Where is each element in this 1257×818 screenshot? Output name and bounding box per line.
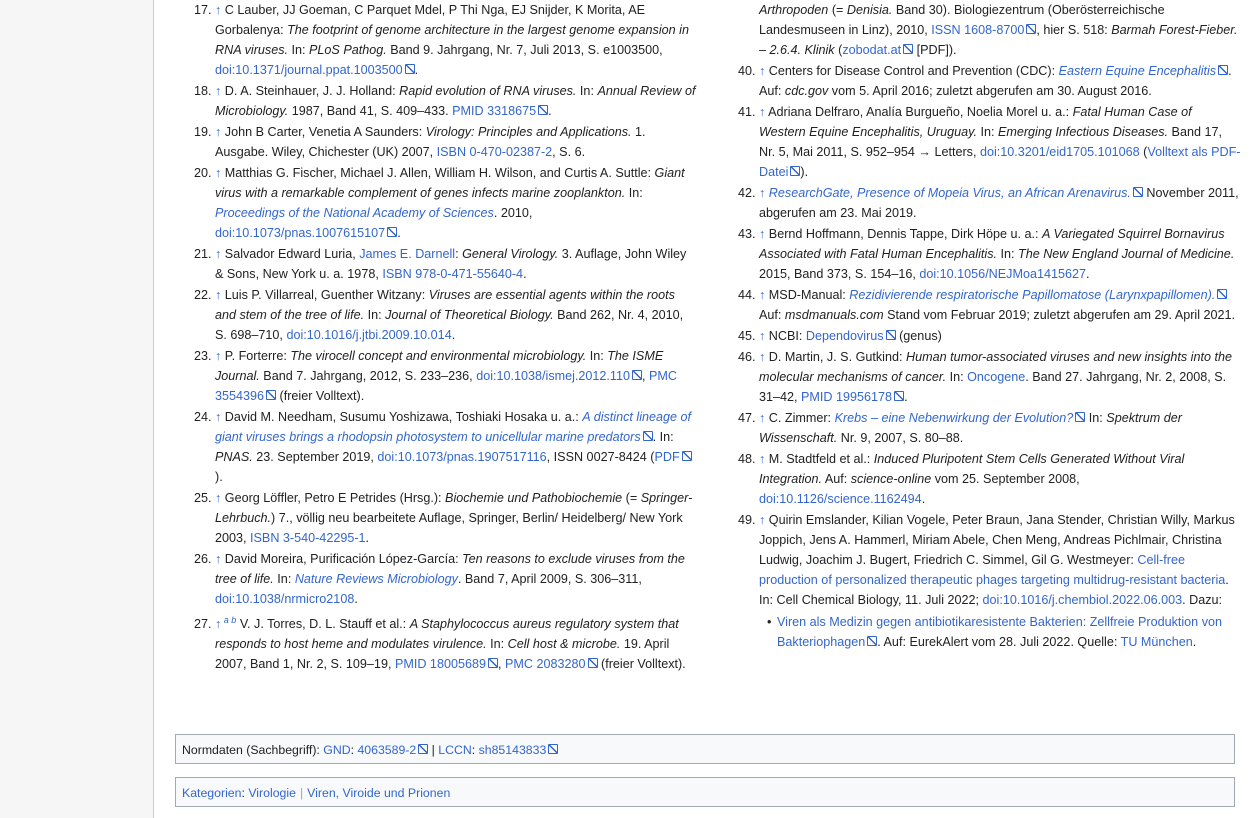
reference-item bbox=[759, 183, 1241, 223]
citation-title: A Staphylococcus aureus regulatory system that responds to host heme and modulates virulence. bbox=[215, 617, 679, 652]
reference-sub-item bbox=[777, 612, 1241, 652]
backlink-arrow[interactable]: ↑ bbox=[215, 125, 222, 139]
citation-link[interactable]: ISBN 3-540-42295-1 bbox=[250, 531, 366, 545]
backlink-arrow[interactable]: ↑ bbox=[759, 452, 766, 466]
citation-external-link[interactable]: Krebs – eine Nebenwirkung der Evolution? bbox=[835, 411, 1086, 425]
backlink-arrow[interactable]: ↑ bbox=[215, 617, 222, 632]
citation-link[interactable]: Oncogene bbox=[967, 370, 1026, 384]
reference-item bbox=[759, 449, 1241, 509]
citation-text: Stand vom Februar 2019; zuletzt abgerufen am 29. April 2021. bbox=[883, 308, 1236, 322]
citation-text: . Auf: EurekAlert vom 28. Juli 2022. Quelle: bbox=[877, 635, 1121, 649]
backlink-arrow[interactable]: ↑ bbox=[759, 64, 766, 78]
category-viren-viroide-prionen[interactable]: Viren, Viroide und Prionen bbox=[307, 786, 451, 800]
citation-title: A Variegated Squirrel Bornavirus Associated with Fatal Human Encephalitis. bbox=[759, 227, 1225, 261]
backlink-arrow[interactable]: ↑ bbox=[215, 410, 222, 424]
citation-text: , S. 6. bbox=[552, 145, 586, 159]
citation-text: Luis P. Villarreal, Guenther Witzany: bbox=[224, 288, 429, 302]
citation-title: Barmah Forest-Fieber. – 2.6.4. Klinik bbox=[759, 23, 1238, 57]
categories-separator: : bbox=[241, 786, 249, 800]
citation-title: Spektrum der Wissenschaft. bbox=[759, 411, 1182, 445]
reference-list-right bbox=[719, 61, 1241, 652]
citation-title: Annual Review of Microbiology. bbox=[215, 84, 696, 118]
citation-text: . bbox=[365, 531, 370, 545]
citation-link[interactable]: TU München bbox=[1120, 635, 1193, 649]
citation-text: (freier Volltext). bbox=[597, 657, 686, 672]
citation-text: Nr. 9, 2007, S. 80–88. bbox=[837, 431, 964, 445]
citation-text: . In: bbox=[652, 430, 674, 444]
citation-title: Cell host & microbe. bbox=[507, 637, 621, 652]
citation-link[interactable]: doi:10.1056/NEJMoa1415627 bbox=[919, 267, 1087, 281]
citation-text: Band 17, Nr. 5, Mai 2011, S. 952–954 → Letters, bbox=[759, 125, 1222, 159]
normdaten-label: Normdaten (Sachbegriff): bbox=[182, 743, 324, 757]
backlink-arrow[interactable]: ↑ bbox=[759, 186, 766, 200]
citation-text: 1. Ausgabe. Wiley, Chichester (UK) 2007, bbox=[215, 125, 646, 159]
reference-sub-list bbox=[759, 612, 1241, 652]
citation-text: In: bbox=[1085, 411, 1107, 425]
citation-title: science-online bbox=[850, 472, 932, 486]
citation-text: Salvador Edward Luria, bbox=[224, 247, 360, 261]
reference-list-left bbox=[175, 0, 697, 674]
reference-item bbox=[215, 407, 697, 487]
citation-text: In: bbox=[976, 125, 998, 139]
citation-text: . bbox=[397, 226, 401, 240]
backlink-letters[interactable]: a b bbox=[221, 615, 237, 625]
citation-title: The New England Journal of Medicine. bbox=[1018, 247, 1235, 261]
citation-text: In: bbox=[625, 186, 643, 200]
citation-text: 23. September 2019, bbox=[252, 450, 378, 464]
citation-text: (= bbox=[622, 491, 641, 505]
citation-text: . bbox=[548, 104, 552, 118]
normdaten-pipe: | bbox=[428, 743, 439, 757]
citation-text: ( bbox=[1139, 145, 1148, 159]
backlink-arrow[interactable]: ↑ bbox=[215, 3, 222, 17]
citation-text: C Lauber, JJ Goeman, C Parquet Mdel, P Thi Nga, EJ Snijder, K Morita, AE Gorbalenya: bbox=[215, 3, 646, 37]
citation-text: ( bbox=[834, 43, 843, 57]
reference-item bbox=[215, 610, 697, 674]
citation-title: Viruses are essential agents within the roots and stem of the tree of life. bbox=[215, 288, 675, 322]
reference-item bbox=[759, 408, 1241, 448]
citation-link[interactable]: doi:10.3201/eid1705.101068 bbox=[979, 145, 1140, 159]
citation-external-link[interactable]: PMID 18005689 bbox=[395, 657, 498, 671]
backlink-arrow[interactable]: ↑ bbox=[215, 349, 222, 363]
references-left-column bbox=[175, 0, 697, 675]
citation-title: msdmanuals.com bbox=[784, 308, 884, 322]
citation-text: D. A. Steinhauer, J. J. Holland: bbox=[224, 84, 400, 98]
citation-link[interactable]: doi:10.1126/science.1162494 bbox=[759, 492, 922, 506]
backlink-arrow[interactable]: ↑ bbox=[215, 491, 222, 505]
citation-link[interactable]: doi:10.1016/j.chembiol.2022.06.003 bbox=[982, 593, 1183, 607]
citation-text: Band 262, Nr. 4, 2010, S. 698–710, bbox=[215, 308, 684, 342]
citation-title: cdc.gov bbox=[784, 84, 829, 98]
reference-item bbox=[759, 224, 1241, 284]
citation-link[interactable]: Cell-free production of personalized therapeutic phages targeting multidrug-resistant bacteria bbox=[759, 553, 1226, 587]
citation-text: . bbox=[354, 592, 358, 606]
citation-title: Induced Pluripotent Stem Cells Generated Without Viral Integration. bbox=[759, 452, 1185, 486]
citation-text: , bbox=[642, 369, 649, 383]
citation-text: 19. April 2007, Band 1, Nr. 2, S. 109–19, bbox=[215, 637, 670, 672]
citation-text: In: bbox=[586, 349, 608, 363]
citation-title: Journal of Theoretical Biology. bbox=[385, 308, 554, 322]
citation-text: In: bbox=[946, 370, 968, 384]
citation-text: . bbox=[904, 390, 908, 404]
citation-text: , ISSN 0027-8424 ( bbox=[546, 450, 655, 464]
backlink-arrow[interactable]: ↑ bbox=[215, 166, 222, 180]
citation-text: vom 5. April 2016; zuletzt abgerufen am 30. August 2016. bbox=[828, 84, 1152, 98]
citation-external-link[interactable]: doi:10.1371/journal.ppat.1003500 bbox=[215, 63, 415, 77]
citation-text: : bbox=[455, 247, 463, 261]
citation-text: C. Zimmer: bbox=[768, 411, 835, 425]
citation-external-link[interactable]: Volltext als PDF-Datei bbox=[759, 145, 1241, 179]
backlink-arrow[interactable]: ↑ bbox=[759, 329, 766, 343]
citation-text: 1987, Band 41, S. 409–433. bbox=[288, 104, 453, 118]
citation-text: In: bbox=[288, 43, 310, 57]
citation-text: . In: Cell Chemical Biology, 11. Juli 2022; bbox=[759, 573, 1229, 607]
citation-text: Auf: bbox=[759, 308, 785, 322]
reference-item bbox=[215, 122, 697, 162]
citation-text: . bbox=[523, 267, 527, 281]
citation-text: . Auf: bbox=[759, 64, 1232, 98]
reference-item bbox=[215, 81, 697, 121]
category-divider: | bbox=[299, 786, 304, 800]
citation-link[interactable]: doi:10.1038/nrmicro2108 bbox=[215, 592, 355, 606]
citation-text: (freier Volltext). bbox=[276, 389, 365, 403]
citation-external-link[interactable]: Dependovirus bbox=[806, 329, 896, 343]
reference-item bbox=[215, 285, 697, 345]
reference-item bbox=[215, 244, 697, 284]
citation-text: . bbox=[921, 492, 926, 506]
category-virologie[interactable]: Virologie bbox=[248, 786, 296, 800]
citation-text: David M. Needham, Susumu Yoshizawa, Toshiaki Hosaka u. a.: bbox=[224, 410, 583, 424]
citation-title: Arthropoden bbox=[759, 3, 829, 17]
citation-text: Centers for Disease Control and Prevention (CDC): bbox=[768, 64, 1059, 78]
citation-text: Adriana Delfraro, Analía Burgueño, Noelia Morel u. a.: bbox=[768, 105, 1073, 119]
citation-external-link[interactable]: A distinct lineage of giant viruses brings a rhodopsin photosystem to unicellular marine predators bbox=[215, 410, 692, 444]
citation-text: D. Martin, J. S. Gutkind: bbox=[768, 350, 906, 364]
citation-text: . 2010, bbox=[493, 206, 533, 220]
citation-text: Bernd Hoffmann, Dennis Tappe, Dirk Höpe u. a.: bbox=[768, 227, 1043, 241]
backlink-arrow[interactable]: ↑ bbox=[759, 513, 766, 527]
citation-text: Auf: bbox=[822, 472, 851, 486]
citation-title: Fatal Human Case of Western Equine Encephalitis, Uruguay. bbox=[759, 105, 1192, 139]
category-box bbox=[175, 777, 1235, 807]
citation-title: PLoS Pathog. bbox=[309, 43, 387, 57]
backlink-arrow[interactable]: ↑ bbox=[759, 227, 766, 241]
reference-item bbox=[759, 347, 1241, 407]
lccn-link[interactable]: LCCN bbox=[438, 743, 472, 757]
citation-text: M. Stadtfeld et al.: bbox=[768, 452, 874, 466]
citation-link[interactable]: James E. Darnell bbox=[359, 247, 456, 261]
reference-item bbox=[759, 285, 1241, 325]
citation-text: In: bbox=[997, 247, 1018, 261]
citation-title: Giant virus with a remarkable complement of genes infects marine zooplankton. bbox=[215, 166, 685, 200]
citation-text: In: bbox=[576, 84, 598, 98]
citation-external-link[interactable]: ResearchGate, Presence of Mopeia Virus, an African Arenavirus. bbox=[769, 186, 1143, 200]
citation-text: . Band 7, April 2009, S. 306–311, bbox=[457, 572, 642, 586]
citation-external-link[interactable]: zobodat.at bbox=[842, 43, 913, 57]
references-right-column bbox=[719, 0, 1241, 675]
gnd-value-link[interactable]: 4063589-2 bbox=[357, 743, 428, 757]
reference-item bbox=[759, 510, 1241, 652]
citation-text: In: bbox=[364, 308, 386, 322]
citation-text: (genus) bbox=[895, 329, 942, 343]
citation-text: 2015, Band 373, S. 154–16, bbox=[759, 267, 920, 281]
citation-text: Quirin Emslander, Kilian Vogele, Peter Braun, Jana Stender, Christian Willy, Markus Joppich, Jens A. Hammerl, Miriam Abele, Chen Meng, Andreas Pichlmair, Christina Ludwig, Joachim J. Bugert, Friedrich C. Simmel, Gil G. Westmeyer: bbox=[759, 513, 1235, 567]
reference-item bbox=[759, 61, 1241, 101]
citation-title: The ISME Journal. bbox=[215, 349, 664, 383]
lccn-separator: : bbox=[471, 743, 479, 757]
citation-external-link[interactable]: PMC 3554396 bbox=[215, 369, 677, 403]
reference-item bbox=[215, 549, 697, 609]
citation-text: Band 30). Biologiezentrum (Oberösterreichische Landesmuseen in Linz), 2010, bbox=[759, 3, 1165, 37]
citation-external-link[interactable]: ISSN 1608-8700 bbox=[931, 23, 1036, 37]
citation-text: . bbox=[1086, 267, 1090, 281]
citation-text: John B Carter, Venetia A Saunders: bbox=[224, 125, 426, 139]
citation-title: The footprint of genome architecture in the largest genome expansion in RNA viruses. bbox=[215, 23, 689, 57]
citation-external-link[interactable]: PMC 2083280 bbox=[505, 657, 598, 671]
citation-text: Band 7. Jahrgang, 2012, S. 233–236, bbox=[259, 369, 477, 383]
normdaten-box bbox=[175, 734, 1235, 764]
citation-text: In: bbox=[273, 572, 295, 586]
backlink-arrow[interactable]: ↑ bbox=[759, 105, 766, 119]
citation-text: ) 7., völlig neu bearbeitete Auflage, Springer, Berlin/ Heidelberg/ New York 2003, bbox=[215, 511, 683, 545]
citation-text: V. J. Torres, D. L. Stauff et al.: bbox=[239, 617, 410, 632]
citation-external-link[interactable]: PDF bbox=[654, 450, 691, 464]
reference-item bbox=[215, 0, 697, 80]
citation-text: [PDF]). bbox=[913, 43, 957, 57]
gnd-link[interactable]: GND bbox=[323, 743, 351, 757]
backlink-arrow[interactable]: ↑ bbox=[215, 84, 222, 98]
backlink-arrow[interactable]: ↑ bbox=[215, 288, 222, 302]
citation-text: November 2011, abgerufen am 23. Mai 2019. bbox=[759, 186, 1239, 220]
lccn-value-link[interactable]: sh85143833 bbox=[479, 743, 559, 757]
citation-link[interactable]: ISBN 978-0-471-55640-4 bbox=[382, 267, 524, 281]
gnd-separator: : bbox=[350, 743, 358, 757]
categories-link[interactable]: Kategorien bbox=[182, 786, 242, 800]
citation-link[interactable]: doi:10.1073/pnas.1907517116 bbox=[377, 450, 547, 464]
citation-text: MSD-Manual: bbox=[768, 288, 850, 302]
citation-title: PNAS. bbox=[215, 450, 253, 464]
backlink-arrow[interactable]: ↑ bbox=[759, 288, 766, 302]
citation-text: Band 9. Jahrgang, Nr. 7, Juli 2013, S. e1003500, bbox=[386, 43, 663, 57]
citation-title: Springer-Lehrbuch. bbox=[215, 491, 693, 525]
citation-text: ). bbox=[800, 165, 809, 179]
citation-external-link[interactable]: PMID 3318675 bbox=[452, 104, 548, 118]
citation-title: General Virology. bbox=[462, 247, 559, 261]
citation-external-link[interactable]: Viren als Medizin gegen antibiotikaresistente Bakterien: Zellfreie Produktion von Bakteriophagen bbox=[777, 615, 1222, 649]
citation-text: ). bbox=[215, 470, 223, 484]
citation-text: . bbox=[1192, 635, 1197, 649]
backlink-arrow[interactable]: ↑ bbox=[215, 247, 222, 261]
references-section bbox=[175, 0, 1241, 675]
citation-external-link[interactable]: doi:10.1038/ismej.2012.110 bbox=[476, 369, 642, 383]
citation-link[interactable]: Nature Reviews Microbiology bbox=[294, 572, 458, 586]
citation-text: . Dazu: bbox=[1182, 593, 1223, 607]
citation-title: Denisia. bbox=[846, 3, 893, 17]
citation-link[interactable]: ISBN 0-470-02387-2 bbox=[436, 145, 553, 159]
citation-text: P. Forterre: bbox=[224, 349, 291, 363]
citation-text: 3. Auflage, John Wiley & Sons, New York u. a. 1978, bbox=[215, 247, 687, 281]
reference-item bbox=[215, 163, 697, 243]
citation-title: The virocell concept and environmental microbiology. bbox=[290, 349, 587, 363]
citation-text: Georg Löffler, Petro E Petrides (Hrsg.): bbox=[224, 491, 446, 505]
reference-item bbox=[759, 102, 1241, 182]
citation-link[interactable]: doi:10.1016/j.jtbi.2009.10.014 bbox=[286, 328, 452, 342]
citation-external-link[interactable]: Eastern Equine Encephalitis bbox=[1059, 64, 1229, 78]
citation-text: (= bbox=[828, 3, 847, 17]
citation-title: Human tumor-associated viruses and new insights into the molecular mechanisms of cancer. bbox=[759, 350, 1232, 384]
citation-text: . Band 27. Jahrgang, Nr. 2, 2008, S. 31–42, bbox=[759, 370, 1227, 404]
backlink-arrow[interactable]: ↑ bbox=[759, 350, 766, 364]
citation-text: , hier S. 518: bbox=[1036, 23, 1112, 37]
citation-text: In: bbox=[486, 637, 508, 652]
citation-link[interactable]: Proceedings of the National Academy of Sciences bbox=[215, 206, 494, 220]
citation-title: Virology: Principles and Applications. bbox=[425, 125, 632, 139]
citation-title: Biochemie und Pathobiochemie bbox=[445, 491, 623, 505]
citation-text: . bbox=[451, 328, 456, 342]
backlink-arrow[interactable]: ↑ bbox=[759, 411, 766, 425]
citation-text: , bbox=[497, 657, 505, 672]
citation-text: Matthias G. Fischer, Michael J. Allen, William H. Wilson, and Curtis A. Suttle: bbox=[224, 166, 655, 180]
citation-text: NCBI: bbox=[768, 329, 806, 343]
reference-item bbox=[215, 346, 697, 406]
citation-text: David Moreira, Purificación López-García: bbox=[224, 552, 463, 566]
backlink-arrow[interactable]: ↑ bbox=[215, 552, 222, 566]
reference-item bbox=[759, 326, 1241, 346]
reference-item bbox=[215, 488, 697, 548]
reference-39-continuation bbox=[719, 0, 1241, 60]
main-content bbox=[153, 0, 1257, 818]
citation-text: vom 25. September 2008, bbox=[931, 472, 1080, 486]
citation-external-link[interactable]: Rezidivierende respiratorische Papillomatose (Larynxpapillomen). bbox=[849, 288, 1227, 302]
citation-external-link[interactable]: PMID 19956178 bbox=[801, 390, 904, 404]
citation-title: Ten reasons to exclude viruses from the tree of life. bbox=[215, 552, 685, 586]
citation-title: Emerging Infectious Diseases. bbox=[997, 125, 1169, 139]
citation-title: Rapid evolution of RNA viruses. bbox=[399, 84, 577, 98]
citation-external-link[interactable]: doi:10.1073/pnas.1007615107 bbox=[215, 226, 397, 240]
citation-text: . bbox=[414, 63, 419, 77]
